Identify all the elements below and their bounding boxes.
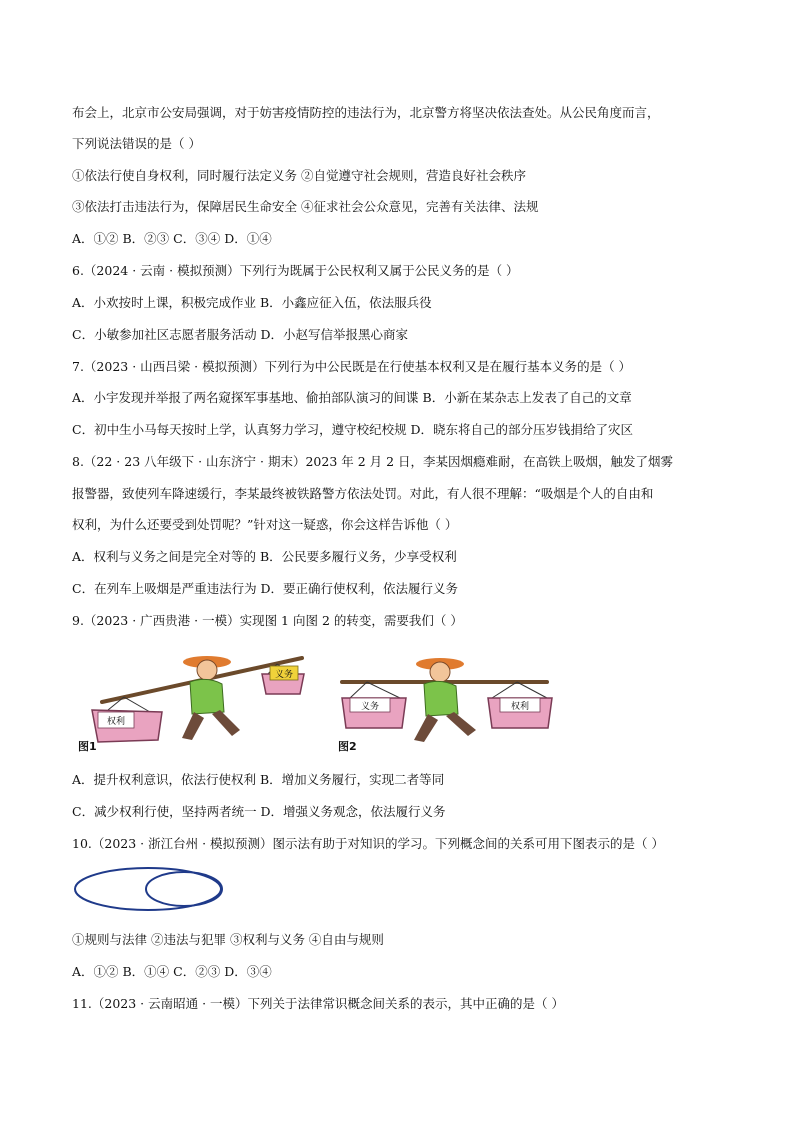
q6-options-cd: C．小敏参加社区志愿者服务活动 D．小赵写信举报黑心商家 xyxy=(72,327,409,342)
q9-options-ab: A．提升权利意识，依法行使权利 B．增加义务履行，实现二者等同 xyxy=(72,772,445,787)
question-11: 11.（2023 · 云南昭通 · 一模）下列关于法律常识概念间关系的表示，其中正确的是（ ） xyxy=(72,996,565,1011)
q10-statements: ①规则与法律 ②违法与犯罪 ③权利与义务 ④自由与规则 xyxy=(72,932,384,947)
q8-options-ab: A．权利与义务之间是完全对等的 B．公民要多履行义务，少享受权利 xyxy=(72,549,457,564)
q7-options-cd: C．初中生小马每天按时上学，认真努力学习，遵守校纪校规 D．晓东将自己的部分压岁钱捐给了灾区 xyxy=(72,422,634,437)
text-line-1: 布会上，北京市公安局强调，对于妨害疫情防控的违法行为，北京警方将坚决依法查处。从公民角度而言， xyxy=(72,105,660,120)
fig1-label: 图1 xyxy=(78,740,97,753)
q8-options-cd: C．在列车上吸烟是严重违法行为 D．要正确行使权利，依法履行义务 xyxy=(72,581,459,596)
text-line-2: 下列说法错误的是（ ） xyxy=(72,136,201,151)
question-8-line-2: 报警器，致使列车降速缓行，李某最终被铁路警方依法处罚。对此，有人很不理解：“吸烟是个人的自由和 xyxy=(72,486,654,501)
ellipse-inclusion-diagram xyxy=(72,864,232,914)
fig2-label: 图2 xyxy=(338,740,357,753)
q7-options-ab: A．小宇发现并举报了两名窥探军事基地、偷拍部队演习的间谍 B．小新在某杂志上发表了自己的文章 xyxy=(72,390,632,405)
fig2-left-box-label: 义务 xyxy=(360,702,380,712)
option-line-2: ③依法打击违法行为，保障居民生命安全 ④征求社会公众意见，完善有关法律、法规 xyxy=(72,199,539,214)
question-9: 9.（2023 · 广西贵港 · 一模）实现图 1 向图 2 的转变，需要我们（ ） xyxy=(72,613,463,628)
question-8-line-1: 8.（22 · 23 八年级下 · 山东济宁 · 期末）2023 年 2 月 2 日，李某因烟瘾难耐，在高铁上吸烟，触发了烟雾 xyxy=(72,454,674,469)
question-7: 7.（2023 · 山西吕梁 · 模拟预测）下列行为中公民既是在行使基本权利又是在履行基本义务的是（ ） xyxy=(72,359,632,374)
question-6: 6.（2024 · 云南 · 模拟预测）下列行为既属于公民权利又属于公民义务的是（ ） xyxy=(72,263,519,278)
question-10: 10.（2023 · 浙江台州 · 模拟预测）图示法有助于对知识的学习。下列概念间的关系可用下图表示的是（ ） xyxy=(72,836,665,851)
figure-2-illustration xyxy=(322,650,562,755)
answer-choices-q5: A．①② B．②③ C．③④ D．①④ xyxy=(72,231,272,246)
figure-1-illustration xyxy=(72,640,322,755)
q10-answer-choices: A．①② B．①④ C．②③ D．③④ xyxy=(72,964,272,979)
q6-options-ab: A．小欢按时上课，积极完成作业 B．小鑫应征入伍，依法服兵役 xyxy=(72,295,432,310)
fig2-right-box-label: 权利 xyxy=(510,702,530,712)
option-line-1: ①依法行使自身权利，同时履行法定义务 ②自觉遵守社会规则，营造良好社会秩序 xyxy=(72,168,526,183)
fig1-right-box-label: 义务 xyxy=(274,670,294,680)
question-8-line-3: 权利，为什么还要受到处罚呢？”针对这一疑惑，你会这样告诉他（ ） xyxy=(72,517,458,532)
fig1-left-box-label: 权利 xyxy=(106,717,126,727)
q9-options-cd: C．减少权利行使，坚持两者统一 D．增强义务观念，依法履行义务 xyxy=(72,804,446,819)
